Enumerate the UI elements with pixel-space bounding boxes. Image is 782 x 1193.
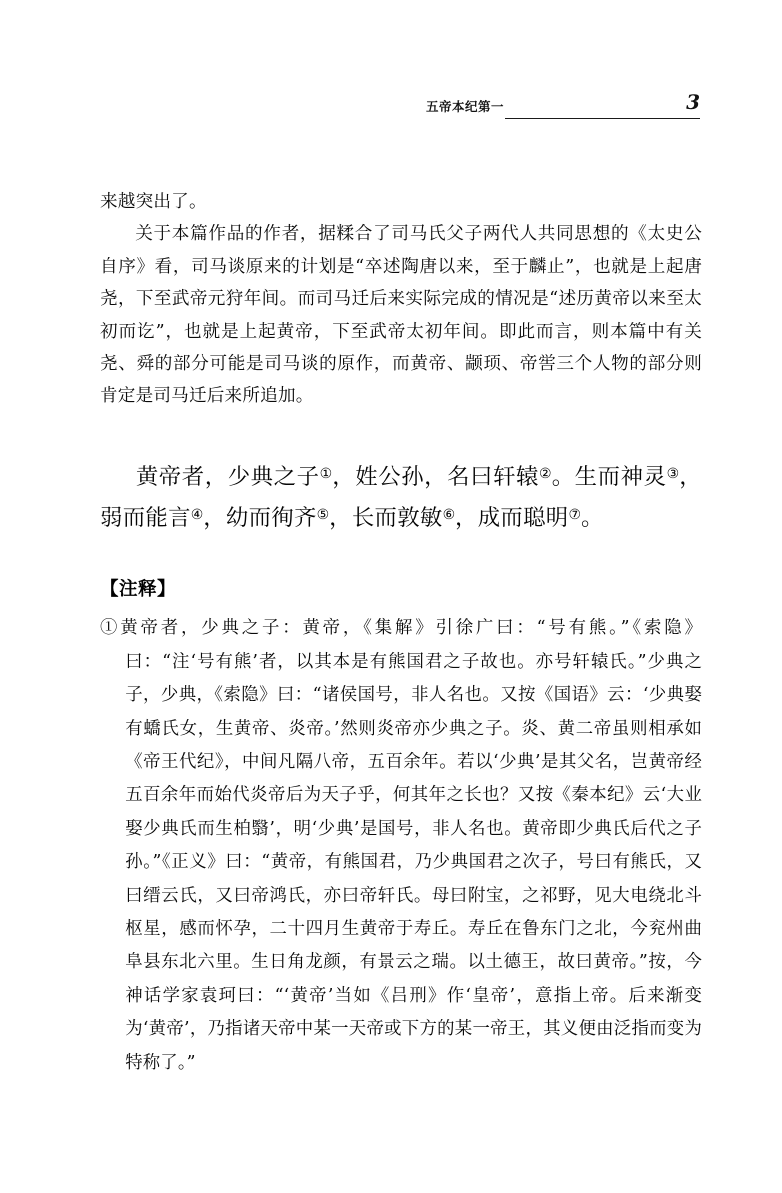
note-marker: ⑦ <box>568 507 581 524</box>
note-item: ①黄帝者，少典之子：黄帝，《集解》引徐广曰：“号有熊。”《索隐》曰：“注‘号有熊’者，以其本是有熊国君之子故也。亦号轩辕氏。”少典之子，少典，《索隐》曰：“诸侯国号，非人名也。又按《国语》云：‘少典娶有蟜氏女，生黄帝、炎帝。’然则炎帝亦少典之子。炎、黄二帝虽则相承如《帝王代纪》，中间凡隔八帝，五百余年。若以‘少典’是其父名，岂黄帝经五百余年而始代炎帝后为天子乎，何其年之长也？又按《秦本纪》云‘大业娶少典氏而生柏翳’，明‘少典’是国号，非人名也。黄帝即少典氏后代之子孙。”《正义》曰：“黄帝，有熊国君，乃少典国君之次子，号曰有熊氏，又曰缙云氏，又曰帝鸿氏，亦曰帝轩氏。母曰附宝，之祁野，见大电绕北斗枢星，感而怀孕，二十四月生黄帝于寿丘。寿丘在鲁东门之北，今兖州曲阜县东北六里。生日角龙颜，有景云之瑞。以土德王，故曰黄帝。”按，今神话学家袁珂曰：“‘黄帝’当如《吕刑》作‘皇帝’，意指上帝。后来渐变为‘黄帝’，乃指诸天帝中某一天帝或下方的某一帝王，其义便由泛指而变为特称了。” <box>100 618 702 1073</box>
running-head-inner <box>100 90 700 130</box>
note-marker: ⑥ <box>442 507 456 524</box>
note-marker: ③ <box>666 465 680 482</box>
intro-prose <box>100 186 702 413</box>
running-head <box>0 90 782 130</box>
note-marker: ⑤ <box>316 507 330 524</box>
note-marker: ② <box>539 465 552 482</box>
page-number: 3 <box>686 90 700 114</box>
note-marker: ① <box>319 465 333 482</box>
classic-passage <box>100 455 702 537</box>
notes-list <box>100 612 702 1080</box>
note-marker: ④ <box>190 507 204 524</box>
intro-continuation-line: 来越突出了。 <box>100 192 207 212</box>
notes-heading: 【注释】 <box>100 579 177 601</box>
running-head-title: 五帝本纪第一 <box>425 99 504 114</box>
running-head-rule <box>505 118 700 119</box>
classic-passage-text: 黄帝者，少典之子①，姓公孙，名曰轩辕②。生而神灵③，弱而能言④，幼而徇齐⑤，长而敦敏⑥，成而聪明⑦。 <box>100 464 702 532</box>
intro-paragraph: 关于本篇作品的作者，据糅合了司马氏父子两代人共同思想的《太史公自序》看，司马谈原来的计划是“卒述陶唐以来，至于麟止”，也就是上起唐尧，下至武帝元狩年间。而司马迁后来实际完成的情况是“述历黄帝以来至太初而讫”，也就是上起黄帝，下至武帝太初年间。即此而言，则本篇中有关尧、舜的部分可能是司马谈的原作，而黄帝、颛顼、帝喾三个人物的部分则肯定是司马迁后来所追加。 <box>100 224 702 407</box>
text-frame <box>100 186 702 1080</box>
